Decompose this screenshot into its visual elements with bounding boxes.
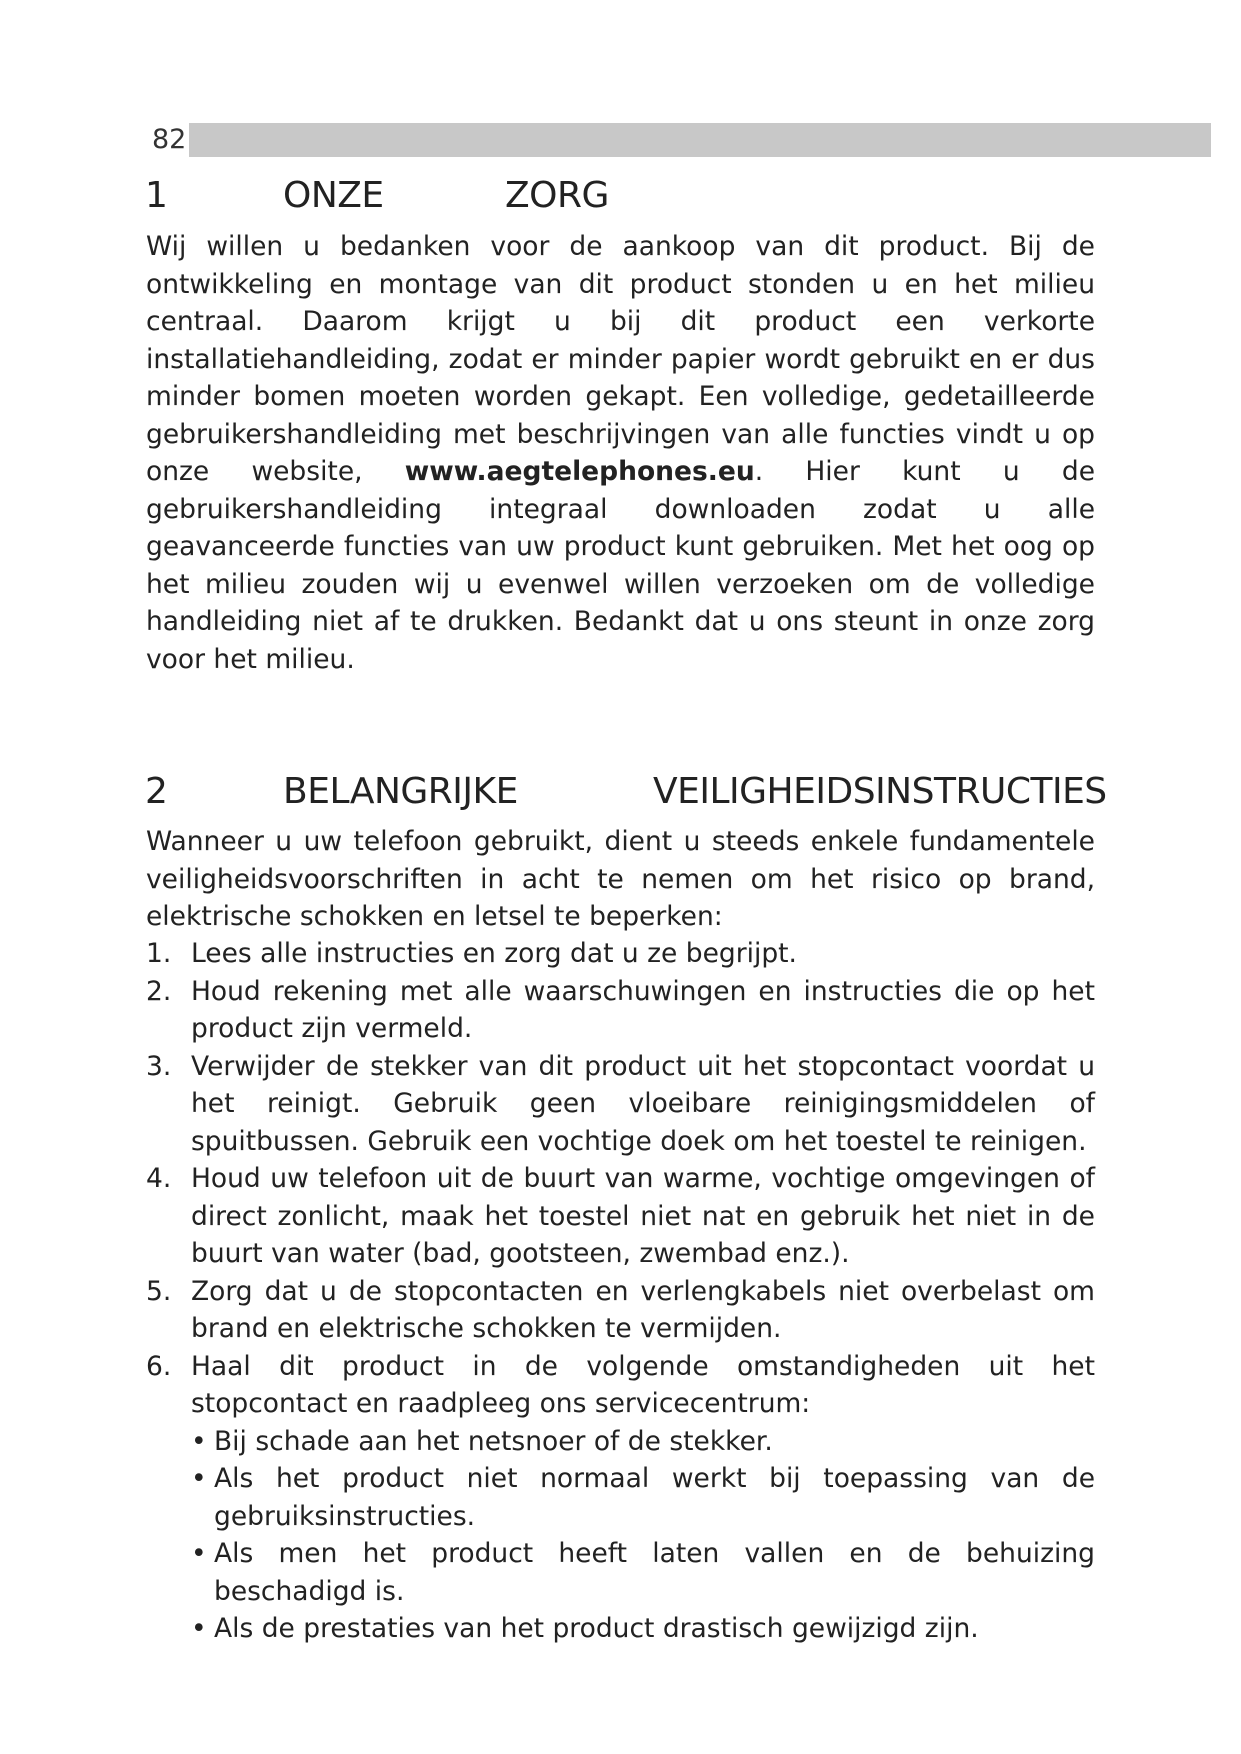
section-1-text-before-url: Wij willen u bedanken voor de aankoop van dit product. Bij de ontwikkeling en montage van dit product stonden u en het milieu centraal. Daarom krijgt u bij dit product een verkorte installatiehandleiding, zodat er minder papier wordt gebruikt en er dus minder bomen moeten worden gekapt. Een volledige, gedetailleerde gebruikershandleiding met beschrijvingen van alle functies vindt u op onze website, xyxy=(146,231,1095,487)
section-2-heading xyxy=(145,772,1145,812)
sub-list-item xyxy=(191,1460,1095,1535)
list-item xyxy=(146,1048,1095,1161)
bullet-icon: • xyxy=(191,1538,207,1569)
section-1-text-after-url: . Hier kunt u de gebruikershandleiding integraal downloaden zodat u alle geavanceerde functies van uw product kunt gebruiken. Met het oog op het milieu zouden wij u evenwel willen verzoeken om de volledige handleiding niet af te drukken. Bedankt dat u ons steunt in onze zorg voor het milieu. xyxy=(146,456,1095,675)
sub-list-item xyxy=(191,1610,1095,1648)
section-2-number: 2 xyxy=(145,771,168,812)
bullet-icon: • xyxy=(191,1613,207,1644)
section-2-title-word1: BELANGRIJKE xyxy=(283,771,518,812)
list-item xyxy=(146,973,1095,1048)
section-1-number: 1 xyxy=(145,175,168,216)
bullet-icon: • xyxy=(191,1463,207,1494)
list-item-number: 3. xyxy=(146,1050,172,1082)
safety-instructions-list xyxy=(146,935,1095,1648)
section-1-paragraph xyxy=(146,228,1095,678)
website-link[interactable]: www.aegtelephones.eu xyxy=(404,456,755,487)
list-item-number: 5. xyxy=(146,1275,172,1307)
sub-list-item xyxy=(191,1535,1095,1610)
page-header-bar xyxy=(150,123,1211,157)
list-item-number: 6. xyxy=(146,1350,172,1382)
section-1-title-word1: ONZE xyxy=(283,175,384,216)
sub-list-item-text: Als de prestaties van het product drastisch gewijzigd zijn. xyxy=(214,1613,979,1644)
section-2-intro: Wanneer u uw telefoon gebruikt, dient u steeds enkele fundamentele veiligheidsvoorschriften in acht te nemen om het risico op brand, elektrische schokken en letsel te beperken: xyxy=(146,826,1095,932)
list-item-text: Houd uw telefoon uit de buurt van warme, vochtige omgevingen of direct zonlicht, maak het toestel niet nat en gebruik het niet in de buurt van water (bad, gootsteen, zwembad enz.). xyxy=(191,1163,1095,1269)
list-item-number: 1. xyxy=(146,938,172,969)
list-item xyxy=(146,1348,1095,1648)
circumstances-sub-list xyxy=(191,1423,1095,1648)
list-item-text: Zorg dat u de stopcontacten en verlengkabels niet overbelast om brand en elektrische schokken te vermijden. xyxy=(191,1275,1095,1344)
section-2-title-word2: VEILIGHEIDSINSTRUCTIES xyxy=(653,771,1107,812)
sub-list-item-text: Als het product niet normaal werkt bij toepassing van de gebruiksinstructies. xyxy=(214,1463,1095,1532)
list-item xyxy=(146,1160,1095,1273)
list-item-text: Verwijder de stekker van dit product uit het stopcontact voordat u het reinigt. Gebruik geen vloeibare reinigingsmiddelen of spuitbussen. Gebruik een vochtige doek om het toestel te reinigen. xyxy=(191,1050,1095,1157)
page-number: 82 xyxy=(150,122,189,158)
section-1-title-word2: ZORG xyxy=(505,175,609,216)
list-item-number: 2. xyxy=(146,975,172,1007)
sub-list-item xyxy=(191,1423,1095,1461)
list-item-text: Haal dit product in de volgende omstandigheden uit het stopcontact en raadpleeg ons servicecentrum: xyxy=(191,1350,1095,1419)
bullet-icon: • xyxy=(191,1425,207,1457)
sub-list-item-text: Bij schade aan het netsnoer of de stekker. xyxy=(214,1425,773,1457)
section-1-heading xyxy=(145,176,845,216)
sub-list-item-text: Als men het product heeft laten vallen en de behuizing beschadigd is. xyxy=(214,1538,1095,1607)
list-item-text: Lees alle instructies en zorg dat u ze begrijpt. xyxy=(191,938,797,969)
list-item xyxy=(146,935,1095,973)
list-item xyxy=(146,1273,1095,1348)
list-item-number: 4. xyxy=(146,1163,172,1194)
list-item-text: Houd rekening met alle waarschuwingen en instructies die op het product zijn vermeld. xyxy=(191,975,1095,1044)
